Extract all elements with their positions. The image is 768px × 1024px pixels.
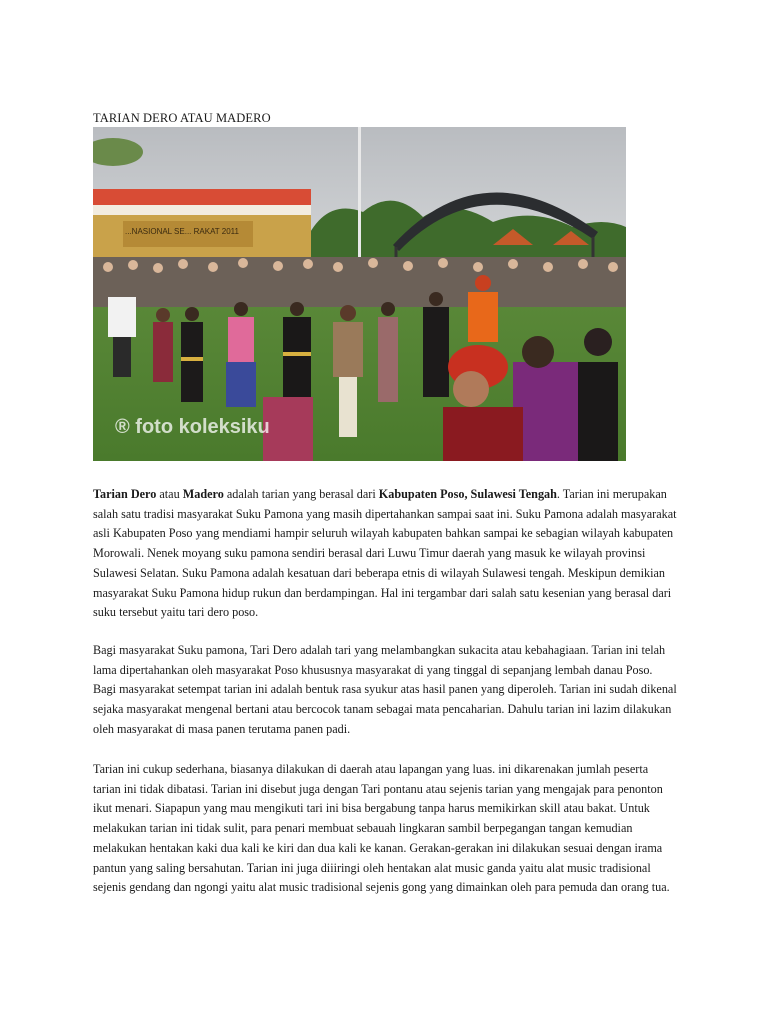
- text-span: atau: [156, 487, 183, 501]
- paragraph-meaning: [93, 641, 678, 740]
- bold-term: Madero: [182, 487, 224, 501]
- bold-term: Kabupaten Poso, Sulawesi Tengah: [378, 487, 557, 501]
- text-span: . Tarian ini merupakan salah satu tradisi masyarakat Suku Pamona yang masih dipertahankan sampai saat ini. Suku Pamona adalah masyarakat asli Kabupaten Poso yang mendiami hampir seluruh wilayah kabupaten bahkan sampai ke sebagian wilayah kabupaten Morowali. Nenek moyang suku pamona sendiri berasal dari Luwu Timur daerah yang masuk ke wilayah provinsi Sulawesi Selatan. Suku Pamona adalah kesatuan dari beberapa etnis di wilayah Sulawesi tengah. Meskipun demikian masyarakat Suku Pamona hidup rukun dan berdampingan. Hal ini tergambar dari salah satu kesenian yang berasal dari suku tersebut yaitu tari dero poso.: [93, 487, 677, 620]
- text-span: adalah tarian yang berasal dari: [223, 487, 379, 501]
- page-title: TARIAN DERO ATAU MADERO: [93, 111, 271, 125]
- paragraph-text: Bagi masyarakat Suku pamona, Tari Dero adalah tari yang melambangkan sukacita atau kebahagiaan. Tarian ini telah lama dipertahankan oleh masyarakat Poso khususnya masyarakat di yang tinggal di sepanjang lembah danau Poso. Bagi masyarakat setempat tarian ini adalah bentuk rasa syukur atas hasil panen yang diperoleh. Tarian ini sudah dikenal sejaka masyarakat mengenal bertani atau bercocok tanam sebagai mata pencaharian. Dahulu tarian ini lazim dilakukan oleh masyarakat di masa panen terutama panen padi.: [93, 643, 677, 736]
- bold-term: Tarian Dero: [93, 487, 157, 501]
- photo-banner-text: ...NASIONAL SE... RAKAT 2011: [125, 227, 239, 236]
- paragraph-text: Tarian ini cukup sederhana, biasanya dilakukan di daerah atau lapangan yang luas. ini dikarenakan jumlah peserta tarian ini tidak dibatasi. Tarian ini disebut juga dengan Tari pontanu atau sejenis tarian yang mengajak para penonton ikut menari. Siapapun yang mau mengikuti tari ini bisa bergabung tanpa harus memikirkan skill atau bakat. Untuk melakukan tarian ini tidak sulit, para penari membuat sebauah lingkaran sambil berpegangan tangan kemudian melakukan hentakan kaki dua kali ke kiri dan dua kali ke kanan. Gerakan-gerakan ini dilakukan sesuai dengan irama pantun yang saling bersahutan. Tarian ini juga diiiringi oleh hentakan alat music ganda yaitu alat music tradisional sejenis gendang dan ngongi yaitu alat music tradisional sejenis gong yang dimainkan oleh para pemuda dan orang tua.: [93, 762, 670, 895]
- photo-watermark: ® foto koleksiku: [115, 416, 270, 438]
- paragraph-description: [93, 760, 678, 898]
- dance-photo: [93, 127, 626, 461]
- paragraph-intro: [93, 485, 678, 623]
